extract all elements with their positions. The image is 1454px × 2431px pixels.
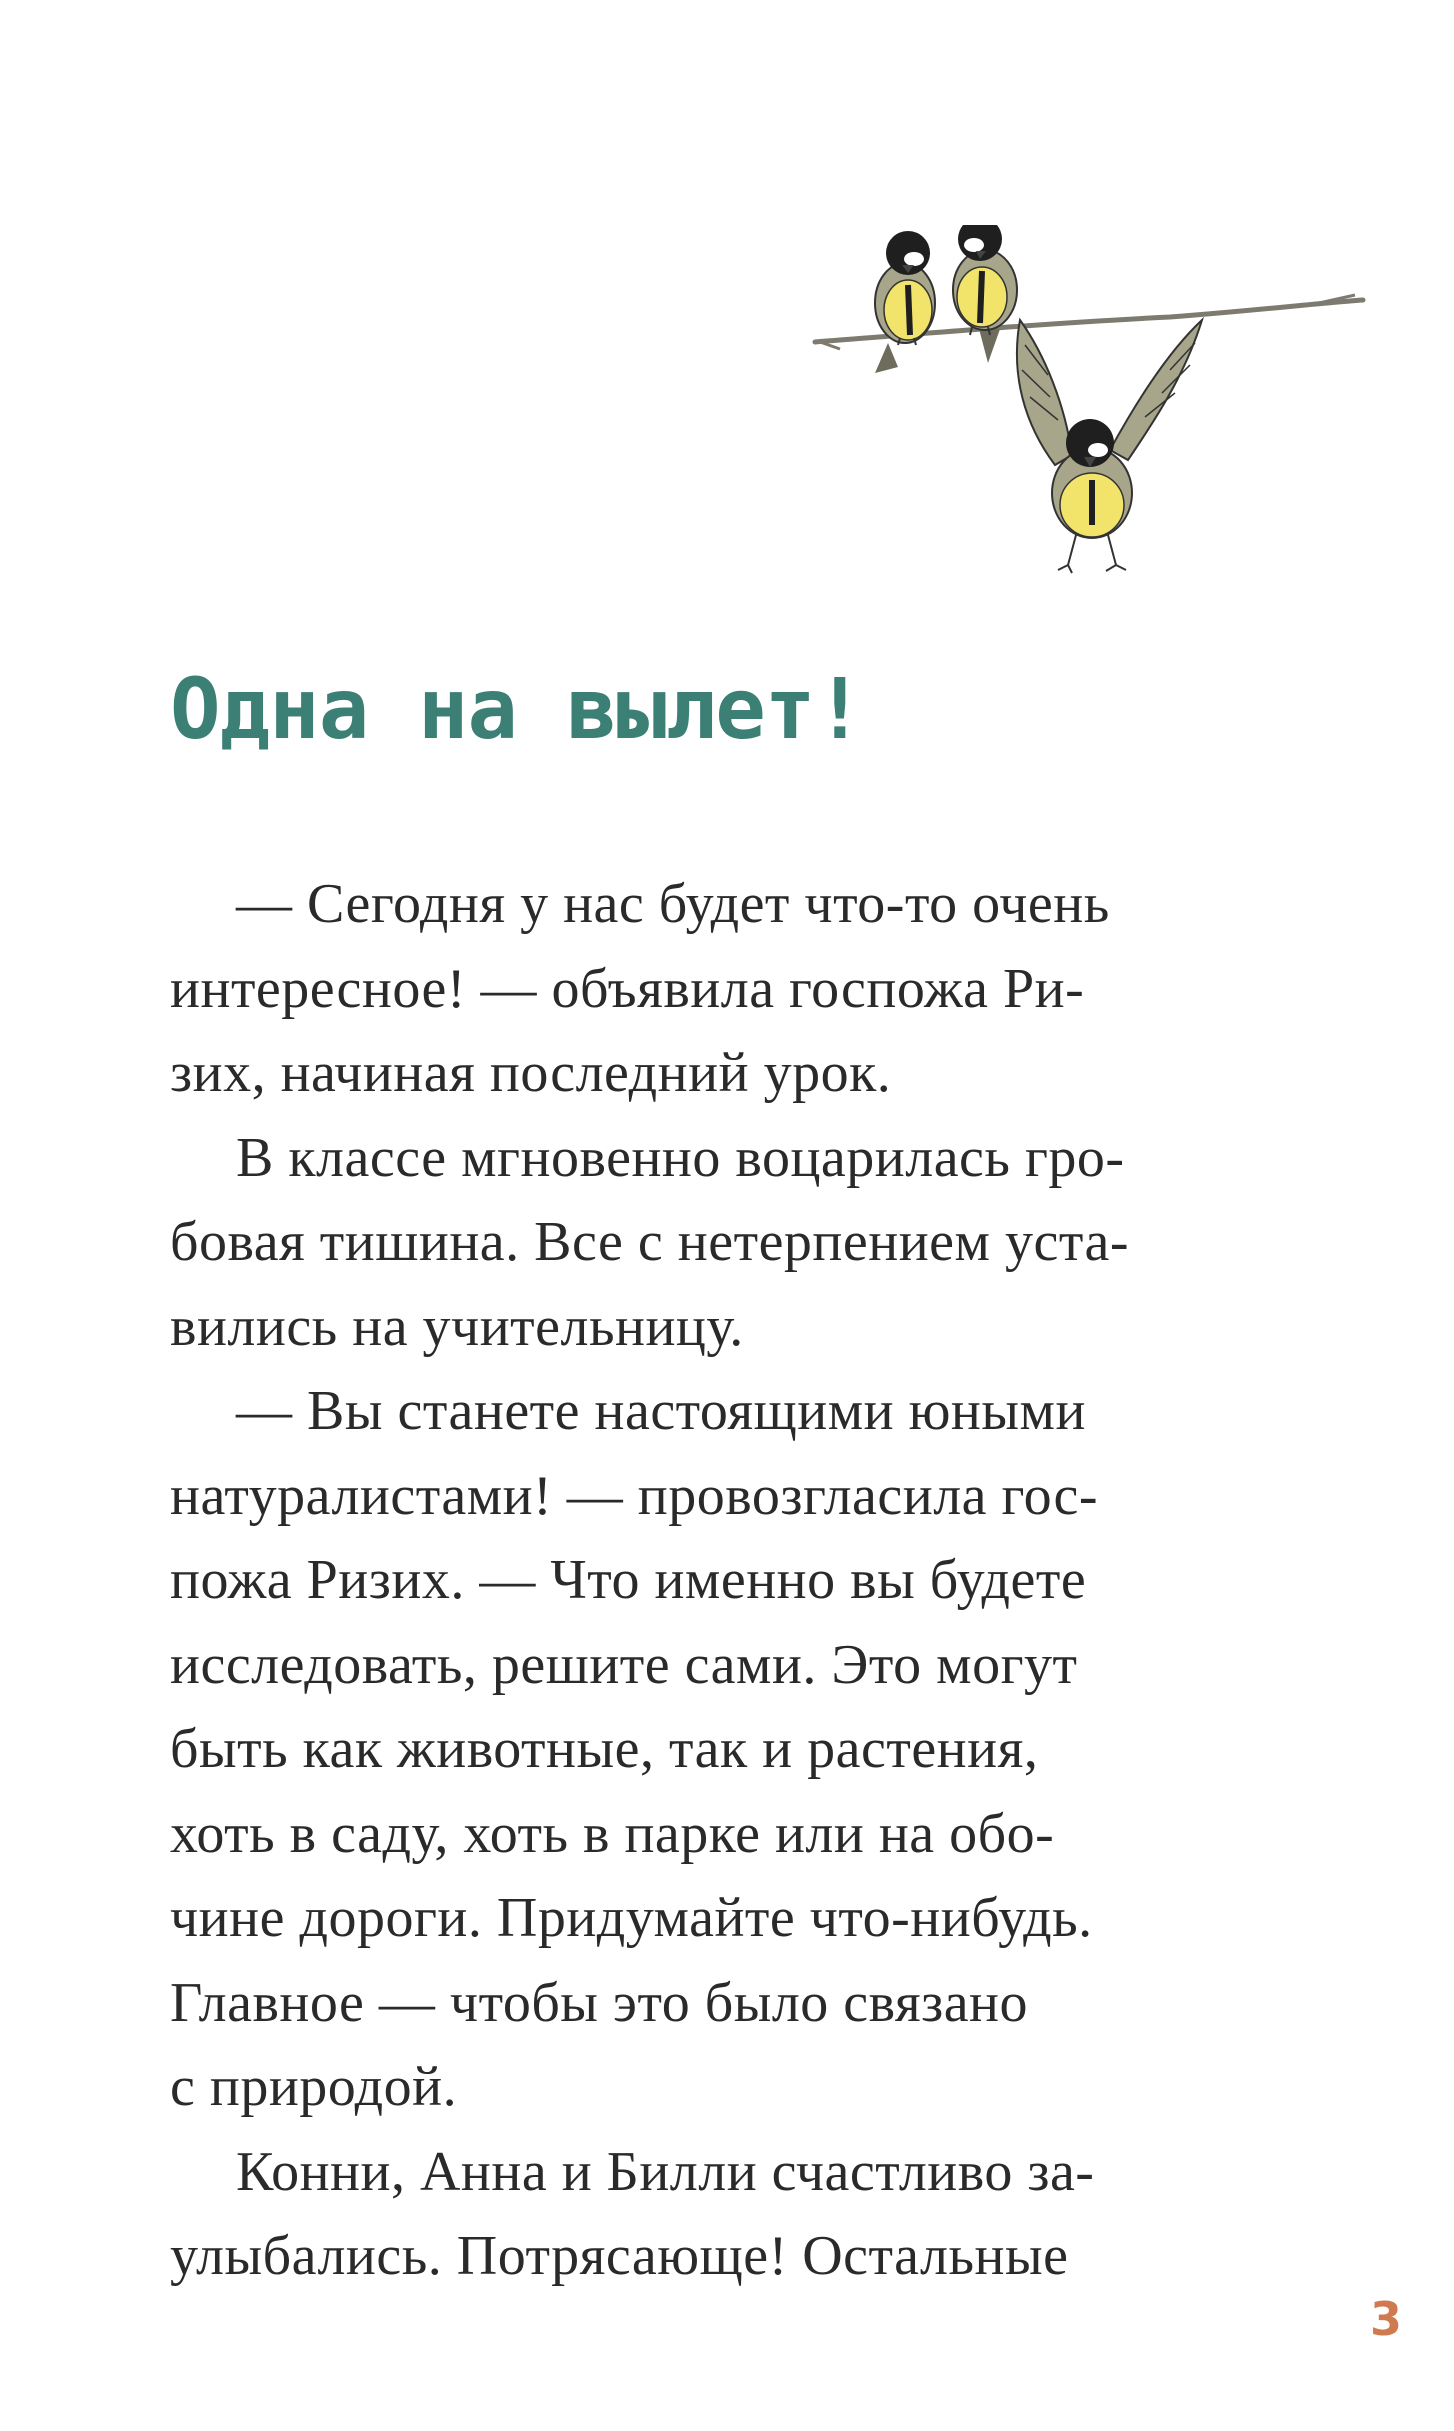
text-line: быть как животные, так и растения,: [170, 1718, 1039, 1780]
text-line: хоть в саду, хоть в парке или на обо-: [170, 1802, 1055, 1865]
body-text: [170, 862, 1310, 2299]
text-line: В классе мгновенно воцарилась гро-: [236, 1126, 1125, 1189]
text-line: исследовать, решите сами. Это могут: [170, 1633, 1078, 1696]
text-line: чине дороги. Придумайте что-нибудь.: [170, 1887, 1093, 1949]
text-line: зих, начиная последний урок.: [170, 1042, 892, 1104]
text-line: — Сегодня у нас будет что-то очень: [236, 873, 1110, 935]
flying-bird: [1017, 320, 1202, 573]
text-line: пожа Ризих. — Что именно вы будете: [170, 1549, 1087, 1611]
text-line: натуралистами! — провозгласила гос-: [170, 1464, 1098, 1527]
text-line: с природой.: [170, 2056, 458, 2118]
text-line: Главное — чтобы это было связано: [170, 1971, 1029, 2034]
text-line: интересное! — объявила госпожа Ри-: [170, 957, 1085, 1020]
text-line: бовая тишина. Все с нетерпением уста-: [170, 1211, 1129, 1273]
perched-bird-left: [875, 231, 935, 373]
chapter-title: Одна на вылет!: [170, 660, 865, 758]
text-line: улыбались. Потрясающе! Остальные: [170, 2225, 1069, 2287]
text-line: вились на учительницу.: [170, 1295, 744, 1358]
page-number: 3: [1370, 2292, 1403, 2346]
text-line: — Вы станете настоящими юными: [236, 1380, 1086, 1442]
text-line: Конни, Анна и Билли счастливо за-: [236, 2140, 1095, 2203]
perched-bird-middle: [953, 225, 1017, 363]
birds-on-branch-icon: [810, 225, 1370, 580]
